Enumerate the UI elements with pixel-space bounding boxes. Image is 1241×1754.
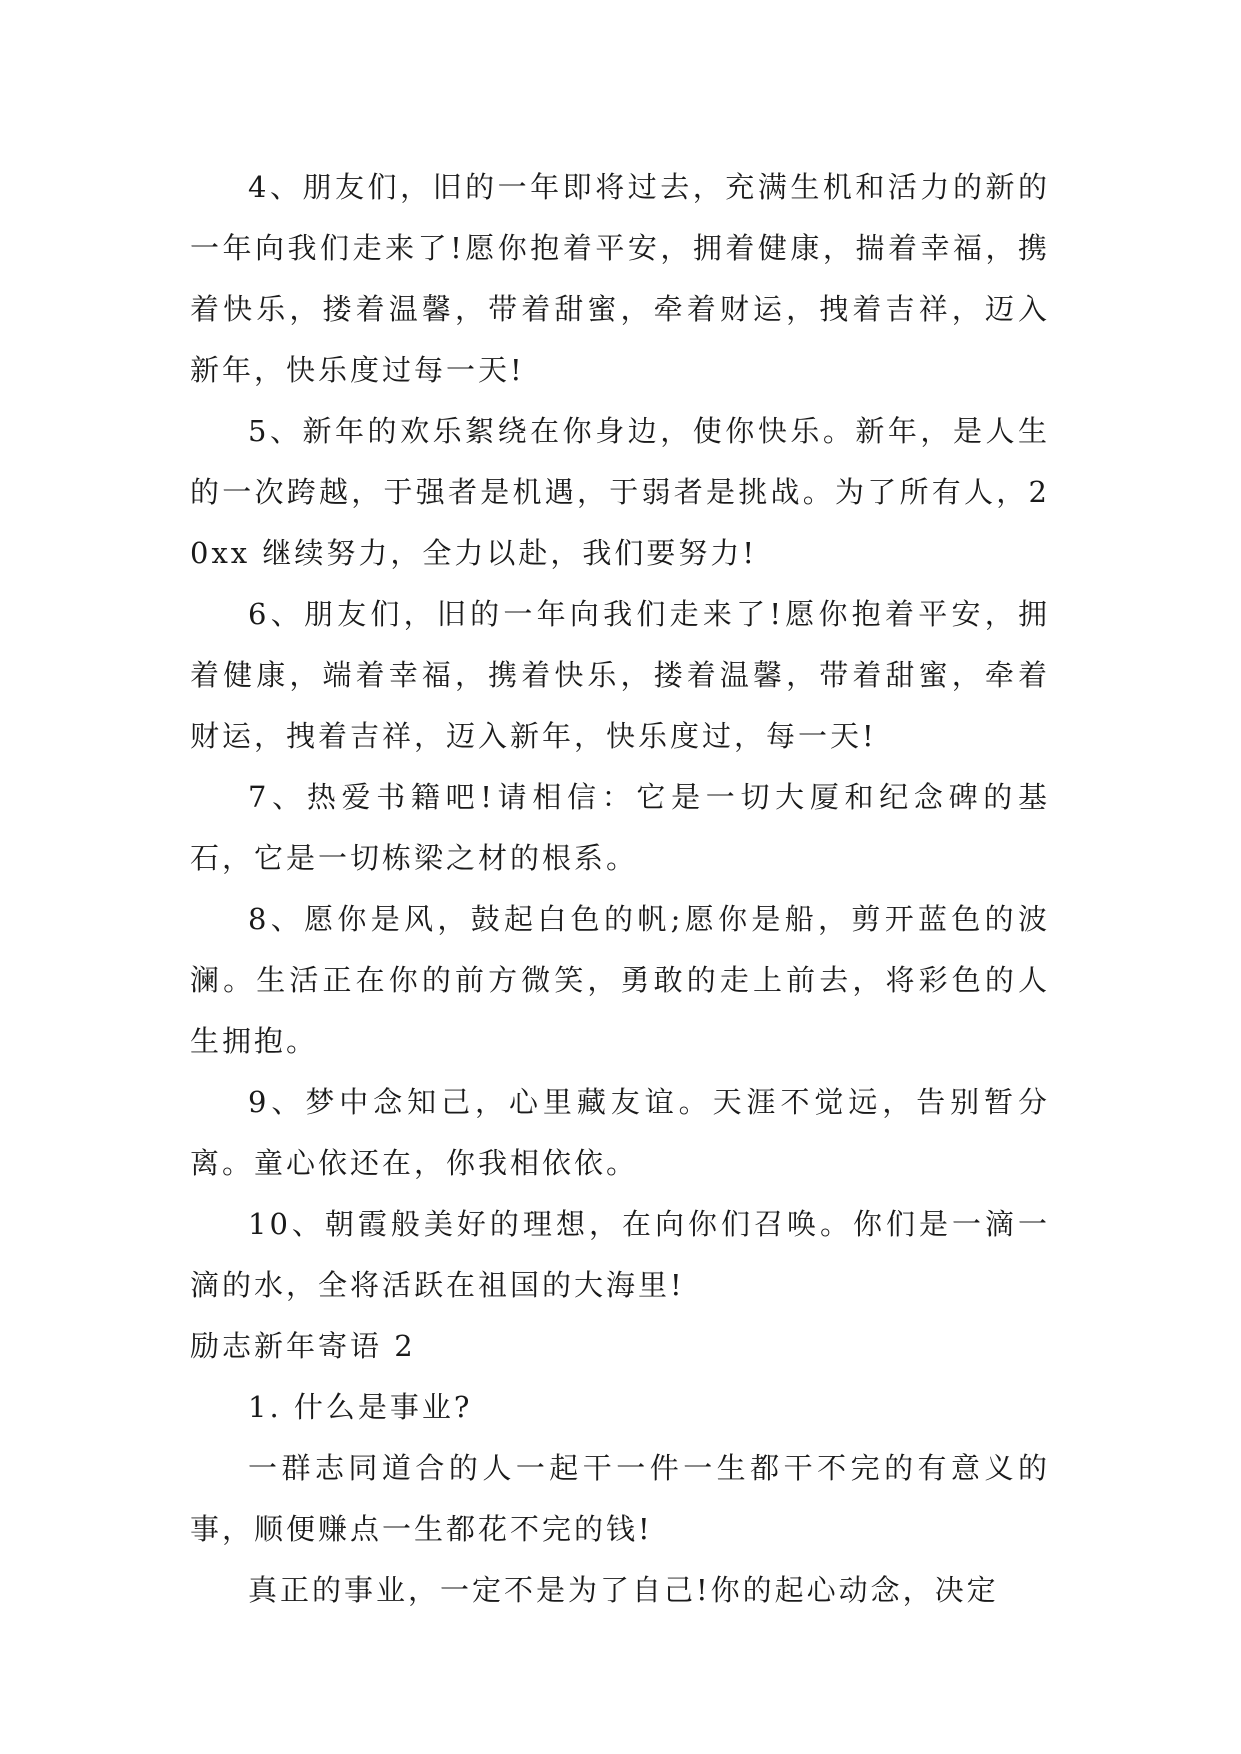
paragraph-item-8: 8、愿你是风，鼓起白色的帆;愿你是船，剪开蓝色的波澜。生活正在你的前方微笑，勇敢的走上前去，将彩色的人生拥抱。 <box>190 902 1050 1058</box>
paragraph-item-4: 4、朋友们，旧的一年即将过去，充满生机和活力的新的一年向我们走来了!愿你抱着平安，拥着健康，揣着幸福，携着快乐，搂着温馨，带着甜蜜，牵着财运，拽着吉祥，迈入新年，快乐度过每一天! <box>190 170 1050 387</box>
section-paragraph-career: 真正的事业，一定不是为了自己!你的起心动念，决定 <box>248 1573 999 1607</box>
paragraph-item-9: 9、梦中念知己，心里藏友谊。天涯不觉远，告别暂分离。童心依还在，你我相依依。 <box>190 1085 1050 1180</box>
paragraph-item-7: 7、热爱书籍吧!请相信：它是一切大厦和纪念碑的基石，它是一切栋梁之材的根系。 <box>190 780 1050 875</box>
section-heading: 励志新年寄语 2 <box>190 1329 416 1363</box>
document-body <box>190 157 1050 1621</box>
section-paragraph-definition: 一群志同道合的人一起干一件一生都干不完的有意义的事，顺便赚点一生都花不完的钱! <box>190 1451 1050 1546</box>
paragraph-item-6: 6、朋友们，旧的一年向我们走来了!愿你抱着平安，拥着健康，端着幸福，携着快乐，搂着温馨，带着甜蜜，牵着财运，拽着吉祥，迈入新年，快乐度过，每一天! <box>190 597 1050 753</box>
paragraph-item-10: 10、朝霞般美好的理想，在向你们召唤。你们是一滴一滴的水，全将活跃在祖国的大海里! <box>190 1207 1050 1302</box>
paragraph-item-5: 5、新年的欢乐絮绕在你身边，使你快乐。新年，是人生的一次跨越，于强者是机遇，于弱者是挑战。为了所有人，20xx 继续努力，全力以赴，我们要努力! <box>190 414 1050 570</box>
section-question: 1. 什么是事业? <box>248 1390 473 1424</box>
